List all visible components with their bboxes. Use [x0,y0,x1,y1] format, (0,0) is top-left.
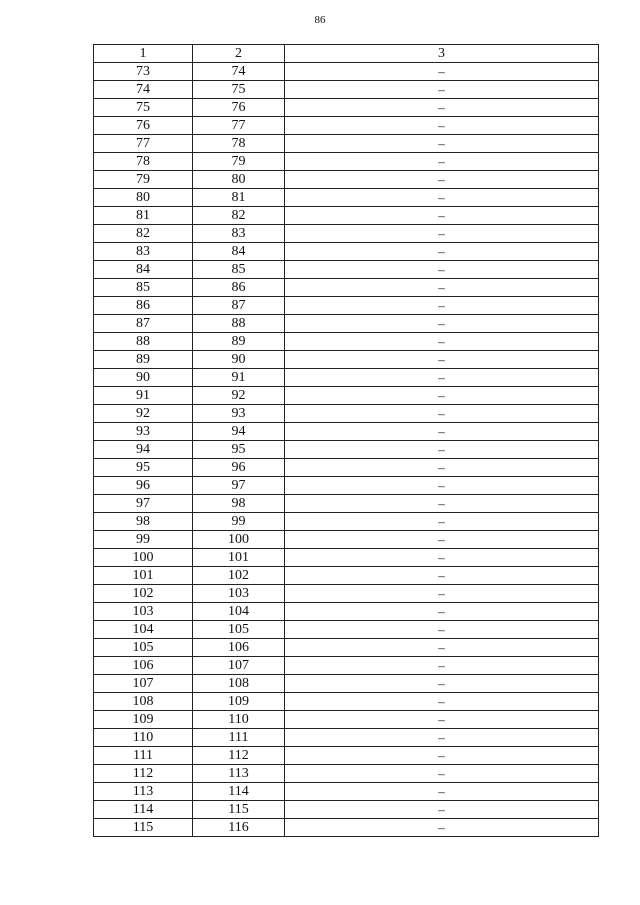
cell-col3: – [285,171,599,189]
table-row [94,153,599,171]
cell-col1: 98 [94,513,193,531]
cell-col1: 88 [94,333,193,351]
cell-col1: 73 [94,63,193,81]
cell-col2: 107 [193,657,285,675]
cell-col2: 88 [193,315,285,333]
cell-col3: – [285,441,599,459]
column-header-3: 3 [285,45,599,63]
cell-col3: – [285,783,599,801]
cell-col1: 99 [94,531,193,549]
table-row [94,405,599,423]
cell-col3: – [285,243,599,261]
cell-col3: – [285,63,599,81]
table-row [94,279,599,297]
cell-col3: – [285,675,599,693]
cell-col3: – [285,99,599,117]
cell-col2: 77 [193,117,285,135]
cell-col1: 94 [94,441,193,459]
cell-col3: – [285,315,599,333]
cell-col1: 93 [94,423,193,441]
cell-col2: 93 [193,405,285,423]
cell-col1: 97 [94,495,193,513]
cell-col2: 90 [193,351,285,369]
cell-col2: 81 [193,189,285,207]
cell-col3: – [285,603,599,621]
cell-col1: 90 [94,369,193,387]
column-header-2: 2 [193,45,285,63]
table-row [94,621,599,639]
table-row [94,423,599,441]
cell-col2: 89 [193,333,285,351]
cell-col1: 108 [94,693,193,711]
cell-col3: – [285,225,599,243]
table-header-row [94,45,599,63]
cell-col3: – [285,459,599,477]
cell-col3: – [285,477,599,495]
table-row [94,117,599,135]
data-table [93,44,599,837]
cell-col1: 104 [94,621,193,639]
cell-col3: – [285,333,599,351]
table-row [94,603,599,621]
table-row [94,747,599,765]
cell-col3: – [285,729,599,747]
cell-col1: 113 [94,783,193,801]
cell-col3: – [285,81,599,99]
cell-col3: – [285,495,599,513]
cell-col2: 83 [193,225,285,243]
cell-col2: 115 [193,801,285,819]
cell-col2: 102 [193,567,285,585]
cell-col3: – [285,423,599,441]
table-row [94,531,599,549]
cell-col1: 86 [94,297,193,315]
table-row [94,477,599,495]
cell-col2: 80 [193,171,285,189]
cell-col2: 91 [193,369,285,387]
cell-col2: 105 [193,621,285,639]
cell-col3: – [285,135,599,153]
cell-col3: – [285,369,599,387]
cell-col1: 111 [94,747,193,765]
table-row [94,351,599,369]
cell-col3: – [285,207,599,225]
cell-col1: 95 [94,459,193,477]
cell-col2: 75 [193,81,285,99]
cell-col1: 114 [94,801,193,819]
cell-col1: 74 [94,81,193,99]
table-row [94,675,599,693]
table-row [94,207,599,225]
cell-col1: 89 [94,351,193,369]
cell-col3: – [285,747,599,765]
page-number: 86 [314,14,326,26]
cell-col1: 82 [94,225,193,243]
cell-col2: 108 [193,675,285,693]
cell-col1: 79 [94,171,193,189]
table-row [94,81,599,99]
cell-col3: – [285,531,599,549]
cell-col3: – [285,153,599,171]
table-row [94,333,599,351]
cell-col1: 91 [94,387,193,405]
column-header-1: 1 [94,45,193,63]
table-row [94,297,599,315]
cell-col2: 97 [193,477,285,495]
cell-col3: – [285,801,599,819]
cell-col1: 100 [94,549,193,567]
cell-col1: 85 [94,279,193,297]
cell-col1: 92 [94,405,193,423]
table-row [94,135,599,153]
table-row [94,243,599,261]
cell-col3: – [285,585,599,603]
cell-col1: 78 [94,153,193,171]
table-row [94,189,599,207]
table-row [94,585,599,603]
table-row [94,63,599,81]
cell-col2: 86 [193,279,285,297]
table-row [94,369,599,387]
table-row [94,729,599,747]
cell-col2: 95 [193,441,285,459]
table-row [94,459,599,477]
cell-col2: 92 [193,387,285,405]
cell-col1: 81 [94,207,193,225]
cell-col2: 106 [193,639,285,657]
cell-col3: – [285,297,599,315]
cell-col2: 79 [193,153,285,171]
cell-col2: 116 [193,819,285,837]
table-row [94,783,599,801]
table-row [94,495,599,513]
cell-col2: 85 [193,261,285,279]
cell-col2: 112 [193,747,285,765]
cell-col3: – [285,513,599,531]
table-row [94,639,599,657]
table-body [94,63,599,837]
cell-col3: – [285,549,599,567]
table-row [94,513,599,531]
cell-col1: 115 [94,819,193,837]
table-row [94,711,599,729]
cell-col2: 110 [193,711,285,729]
cell-col2: 74 [193,63,285,81]
table-row [94,387,599,405]
cell-col3: – [285,567,599,585]
cell-col1: 77 [94,135,193,153]
cell-col2: 104 [193,603,285,621]
cell-col3: – [285,819,599,837]
cell-col1: 105 [94,639,193,657]
cell-col2: 109 [193,693,285,711]
cell-col1: 75 [94,99,193,117]
cell-col2: 96 [193,459,285,477]
cell-col3: – [285,387,599,405]
cell-col3: – [285,657,599,675]
cell-col3: – [285,351,599,369]
table-row [94,819,599,837]
cell-col1: 87 [94,315,193,333]
cell-col2: 76 [193,99,285,117]
cell-col2: 103 [193,585,285,603]
cell-col2: 101 [193,549,285,567]
cell-col1: 110 [94,729,193,747]
cell-col2: 113 [193,765,285,783]
cell-col2: 87 [193,297,285,315]
table-row [94,693,599,711]
cell-col3: – [285,189,599,207]
cell-col3: – [285,261,599,279]
table-row [94,765,599,783]
cell-col3: – [285,621,599,639]
cell-col2: 82 [193,207,285,225]
cell-col1: 76 [94,117,193,135]
cell-col2: 100 [193,531,285,549]
table-row [94,657,599,675]
cell-col1: 103 [94,603,193,621]
cell-col1: 83 [94,243,193,261]
cell-col1: 101 [94,567,193,585]
cell-col3: – [285,765,599,783]
table-row [94,549,599,567]
cell-col2: 114 [193,783,285,801]
cell-col1: 106 [94,657,193,675]
cell-col3: – [285,279,599,297]
table-row [94,315,599,333]
cell-col3: – [285,639,599,657]
cell-col2: 84 [193,243,285,261]
table-row [94,801,599,819]
cell-col1: 84 [94,261,193,279]
cell-col2: 111 [193,729,285,747]
table-row [94,225,599,243]
cell-col3: – [285,117,599,135]
cell-col2: 94 [193,423,285,441]
table-row [94,567,599,585]
cell-col3: – [285,711,599,729]
table-row [94,171,599,189]
table-row [94,99,599,117]
cell-col1: 107 [94,675,193,693]
cell-col1: 80 [94,189,193,207]
table-row [94,441,599,459]
cell-col1: 109 [94,711,193,729]
cell-col1: 102 [94,585,193,603]
cell-col3: – [285,405,599,423]
cell-col1: 112 [94,765,193,783]
cell-col2: 98 [193,495,285,513]
cell-col3: – [285,693,599,711]
cell-col2: 78 [193,135,285,153]
table-row [94,261,599,279]
cell-col2: 99 [193,513,285,531]
cell-col1: 96 [94,477,193,495]
